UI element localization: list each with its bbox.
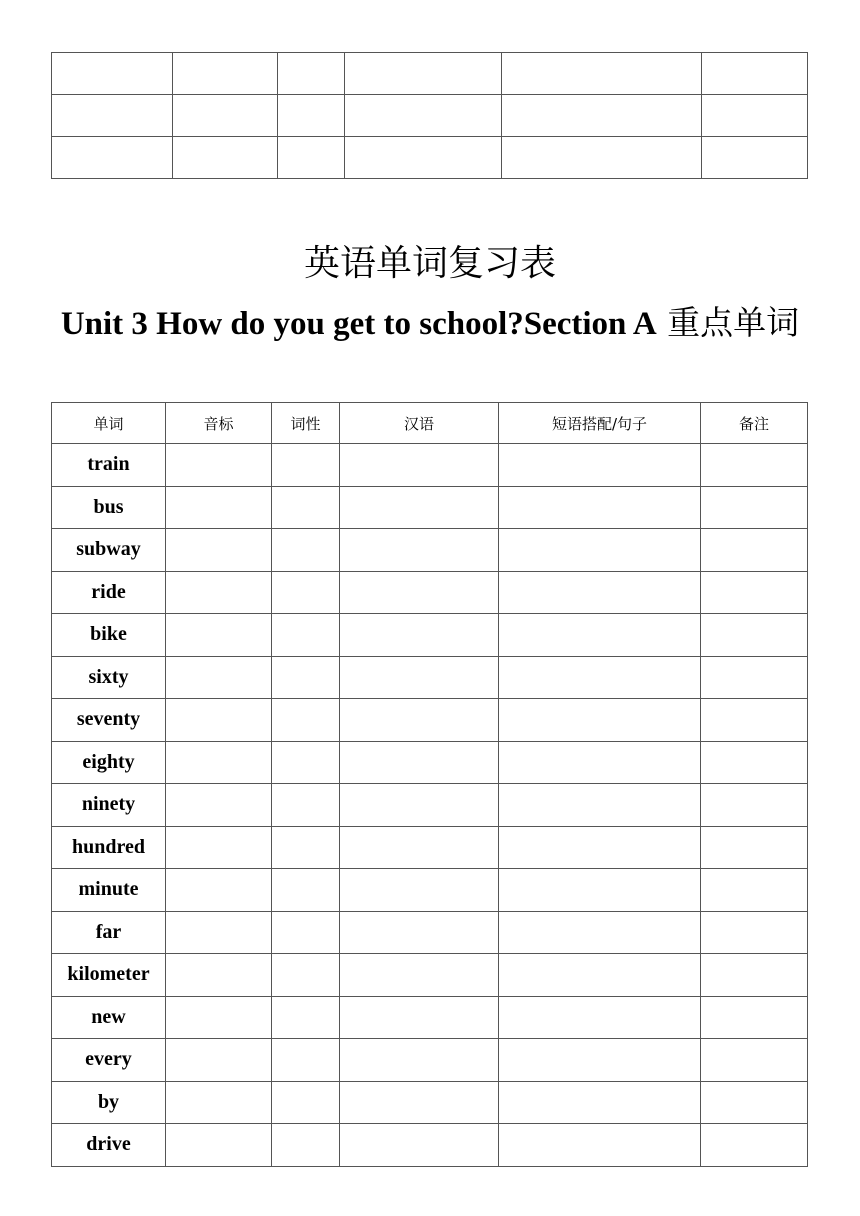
table-row [52,137,808,179]
table-row [52,529,808,572]
header-chinese: 汉语 [340,403,499,444]
part-of-speech-cell[interactable] [272,571,340,614]
subtitle-english: Unit 3 How do you get to school?Section A [60,306,657,342]
notes-cell[interactable] [701,614,808,657]
part-of-speech-cell[interactable] [272,911,340,954]
phonetic-cell[interactable] [166,656,272,699]
phonetic-cell[interactable] [166,486,272,529]
phonetic-cell[interactable] [166,784,272,827]
phonetic-cell[interactable] [166,1081,272,1124]
notes-cell[interactable] [701,1081,808,1124]
table-row [52,869,808,912]
table-row [52,1039,808,1082]
phonetic-cell[interactable] [166,444,272,487]
chinese-cell[interactable] [340,869,499,912]
chinese-cell[interactable] [340,444,499,487]
table-cell[interactable] [702,53,808,95]
word-cell: kilometer [52,954,166,997]
table-cell[interactable] [173,137,278,179]
table-row [52,614,808,657]
word-cell: far [52,911,166,954]
phrases-cell[interactable] [499,869,701,912]
table-cell[interactable] [278,137,345,179]
word-cell: new [52,996,166,1039]
table-cell[interactable] [345,137,502,179]
table-cell[interactable] [52,53,173,95]
word-cell: train [52,444,166,487]
table-cell[interactable] [345,95,502,137]
table-cell[interactable] [52,95,173,137]
table-cell[interactable] [173,53,278,95]
notes-cell[interactable] [701,571,808,614]
phrases-cell[interactable] [499,1039,701,1082]
phrases-cell[interactable] [499,529,701,572]
phonetic-cell[interactable] [166,614,272,657]
chinese-cell[interactable] [340,486,499,529]
notes-cell[interactable] [701,656,808,699]
table-row [52,699,808,742]
word-cell: hundred [52,826,166,869]
table-row [52,1081,808,1124]
notes-cell[interactable] [701,444,808,487]
unit-subtitle [50,296,810,351]
part-of-speech-cell[interactable] [272,486,340,529]
header-part-of-speech: 词性 [272,403,340,444]
table-cell[interactable] [502,137,702,179]
phonetic-cell[interactable] [166,1124,272,1167]
chinese-cell[interactable] [340,1081,499,1124]
part-of-speech-cell[interactable] [272,826,340,869]
part-of-speech-cell[interactable] [272,869,340,912]
table-row [52,741,808,784]
subtitle-chinese: 重点单词 [667,303,800,342]
chinese-cell[interactable] [340,784,499,827]
phrases-cell[interactable] [499,1081,701,1124]
word-cell: sixty [52,656,166,699]
phrases-cell[interactable] [499,784,701,827]
notes-cell[interactable] [701,996,808,1039]
phrases-cell[interactable] [499,486,701,529]
table-header-row [52,403,808,444]
table-row [52,996,808,1039]
notes-cell[interactable] [701,1039,808,1082]
phonetic-cell[interactable] [166,529,272,572]
notes-cell[interactable] [701,784,808,827]
chinese-cell[interactable] [340,911,499,954]
notes-cell[interactable] [701,699,808,742]
header-notes: 备注 [701,403,808,444]
table-row [52,656,808,699]
table-row [52,571,808,614]
table-cell[interactable] [502,95,702,137]
chinese-cell[interactable] [340,954,499,997]
notes-cell[interactable] [701,529,808,572]
word-cell: ride [52,571,166,614]
part-of-speech-cell[interactable] [272,656,340,699]
table-row [52,444,808,487]
chinese-cell[interactable] [340,1124,499,1167]
header-phrases: 短语搭配/句子 [499,403,701,444]
phrases-cell[interactable] [499,656,701,699]
phrases-cell[interactable] [499,911,701,954]
table-row [52,954,808,997]
chinese-cell[interactable] [340,614,499,657]
part-of-speech-cell[interactable] [272,954,340,997]
phrases-cell[interactable] [499,996,701,1039]
table-row [52,486,808,529]
phrases-cell[interactable] [499,1124,701,1167]
phonetic-cell[interactable] [166,869,272,912]
phrases-cell[interactable] [499,444,701,487]
word-cell: eighty [52,741,166,784]
phonetic-cell[interactable] [166,911,272,954]
phonetic-cell[interactable] [166,699,272,742]
word-cell: bike [52,614,166,657]
table-cell[interactable] [173,95,278,137]
phrases-cell[interactable] [499,571,701,614]
phonetic-cell[interactable] [166,741,272,784]
word-cell: by [52,1081,166,1124]
part-of-speech-cell[interactable] [272,1124,340,1167]
table-cell[interactable] [702,137,808,179]
notes-cell[interactable] [701,869,808,912]
chinese-cell[interactable] [340,529,499,572]
chinese-cell[interactable] [340,996,499,1039]
part-of-speech-cell[interactable] [272,1081,340,1124]
word-cell: every [52,1039,166,1082]
table-row [52,95,808,137]
part-of-speech-cell[interactable] [272,784,340,827]
phonetic-cell[interactable] [166,1039,272,1082]
phrases-cell[interactable] [499,699,701,742]
notes-cell[interactable] [701,954,808,997]
table-cell[interactable] [702,95,808,137]
notes-cell[interactable] [701,1124,808,1167]
table-row [52,784,808,827]
chinese-cell[interactable] [340,571,499,614]
chinese-cell[interactable] [340,826,499,869]
header-word: 单词 [52,403,166,444]
part-of-speech-cell[interactable] [272,1039,340,1082]
part-of-speech-cell[interactable] [272,741,340,784]
part-of-speech-cell[interactable] [272,529,340,572]
table-row [52,826,808,869]
chinese-cell[interactable] [340,1039,499,1082]
notes-cell[interactable] [701,911,808,954]
phonetic-cell[interactable] [166,826,272,869]
table-cell[interactable] [345,53,502,95]
word-cell: bus [52,486,166,529]
phrases-cell[interactable] [499,741,701,784]
notes-cell[interactable] [701,826,808,869]
table-cell[interactable] [278,95,345,137]
table-row [52,1124,808,1167]
phrases-cell[interactable] [499,826,701,869]
part-of-speech-cell[interactable] [272,444,340,487]
word-cell: drive [52,1124,166,1167]
header-phonetic: 音标 [166,403,272,444]
phonetic-cell[interactable] [166,954,272,997]
phrases-cell[interactable] [499,614,701,657]
part-of-speech-cell[interactable] [272,614,340,657]
vocabulary-table [51,402,808,1167]
page-title: 英语单词复习表 [303,243,556,284]
part-of-speech-cell[interactable] [272,699,340,742]
table-cell[interactable] [52,137,173,179]
chinese-cell[interactable] [340,741,499,784]
notes-cell[interactable] [701,486,808,529]
table-row [52,911,808,954]
notes-cell[interactable] [701,741,808,784]
phonetic-cell[interactable] [166,571,272,614]
word-cell: seventy [52,699,166,742]
phrases-cell[interactable] [499,954,701,997]
word-cell: subway [52,529,166,572]
table-cell[interactable] [502,53,702,95]
chinese-cell[interactable] [340,699,499,742]
word-cell: ninety [52,784,166,827]
table-row [52,53,808,95]
chinese-cell[interactable] [340,656,499,699]
phonetic-cell[interactable] [166,996,272,1039]
previous-page-table [51,52,808,179]
table-cell[interactable] [278,53,345,95]
word-cell: minute [52,869,166,912]
part-of-speech-cell[interactable] [272,996,340,1039]
